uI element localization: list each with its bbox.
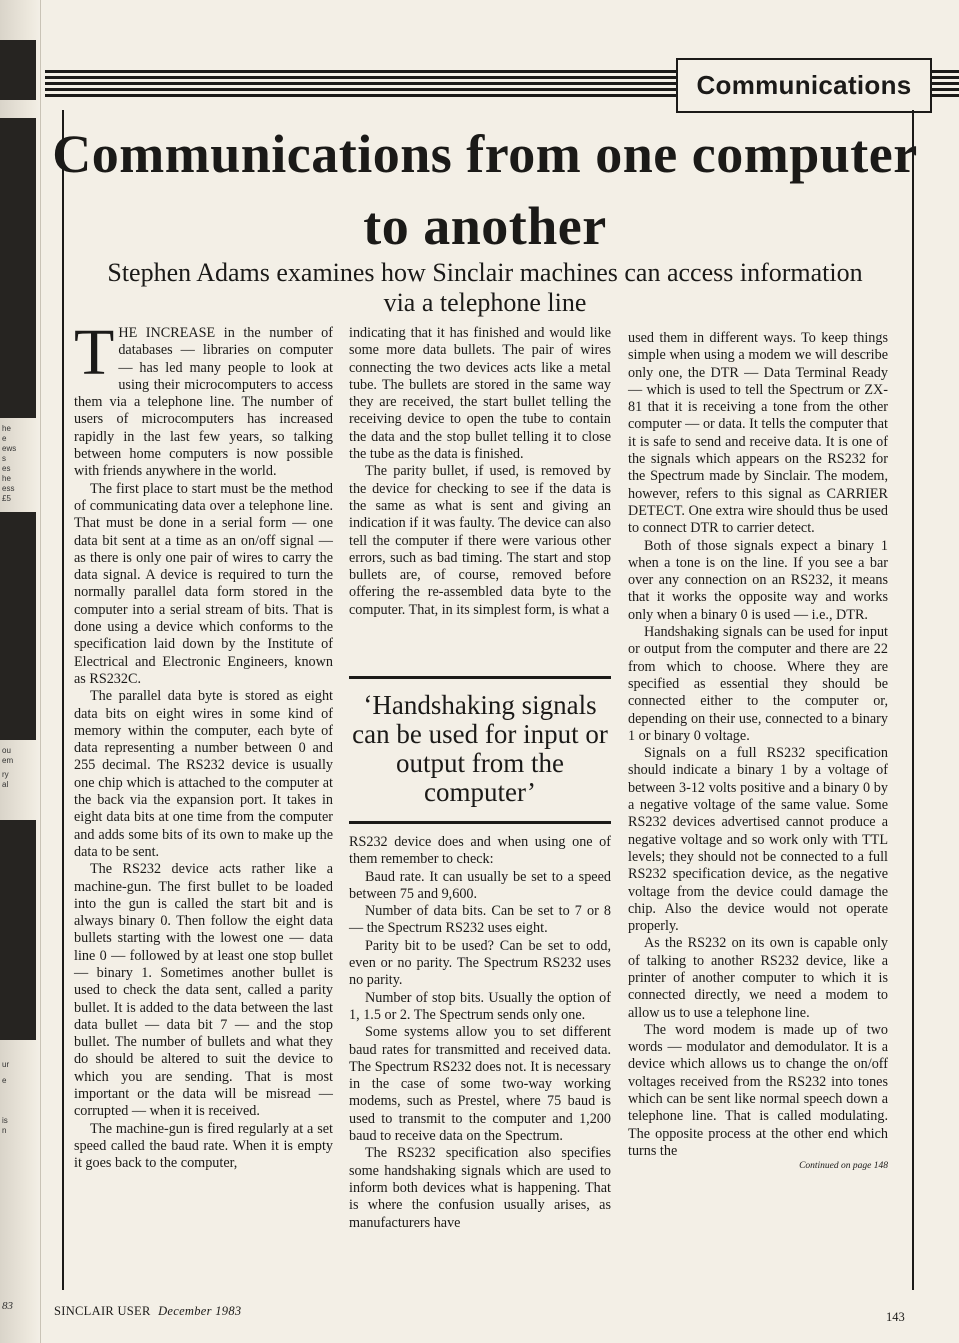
column-2-top [349,325,611,619]
gutter-fragment: e [2,434,7,443]
gutter-fragment: al [2,780,9,789]
drop-cap: T [74,316,115,389]
gutter-fragment: s [2,454,6,463]
paragraph [74,316,333,481]
facing-page-number: 83 [2,1300,13,1312]
paragraph: The RS232 device acts rather like a machine-gun. The first bullet to be loaded into the gun is called the start bit and is always binary 0. Then follow the eight data bullets starting with the lowest one — data line 0 — followed by at least one stop bullet — binary 1. Sometimes another bullet is used to check the data sent, called a parity bullet. It is added to the data between the last data bullet — data bit 7 — and the stop bullet. The number of bullets and what they do should be altered to suit the device to which you are sending. That is most important or the data will be misread — corrupted — when it is received. [74,861,333,1120]
paragraph: Number of data bits. Can be set to 7 or 8 — the Spectrum RS232 uses eight. [349,903,611,937]
page-number: 143 [886,1310,905,1324]
column-3 [628,330,888,1172]
page-footer [54,1304,241,1319]
issue-date: December 1983 [158,1304,242,1318]
paragraph: Both of those signals expect a binary 1 when a tone is on the line. If you see a bar over any connection on an RS232, it means that it works the opposite way and works only when a binary 0 is used — i.e., DTR. [628,537,888,623]
gutter-fragment: em [2,756,14,765]
paragraph: Some systems allow you to set different baud rates for transmitted and received data. The Spectrum RS232 does not. It is necessary in the case of some two-way working modems, such as Prestel, where 75 baud is used to transmit to the computer and 1,200 baud to receive data on the Spectrum. [349,1024,611,1145]
standfirst: Stephen Adams examines how Sinclair machines can access information via a telephone line [107,258,863,317]
paragraph: RS232 device does and when using one of them remember to check: [349,834,611,868]
paragraph: The first place to start must be the method of communicating data over a telephone line. That must be done in a serial form — one data bit sent at a time as an on/off signal — as there is only one pair of wires to carry the data signal. A device is required to turn the normally parallel data form stored in the computer into a serial stream of bits. That is done using a device which conforms to the specification laid down by the Institute of Electrical and Electronic Engineers, known as RS232C. [74,480,333,687]
gutter-fragment: he [2,424,11,433]
gutter-fragment: he [2,474,11,483]
gutter-fragment: ou [2,746,11,755]
section-tag [676,58,932,113]
paragraph: Number of stop bits. Usually the option of 1, 1.5 or 2. The Spectrum sends only one. [349,989,611,1023]
column-2-bottom [349,834,611,1232]
gutter-fragment: ews [2,444,17,453]
paragraph: The machine-gun is fired regularly at a set speed called the baud rate. When it is empty it goes back to the computer, [74,1120,333,1172]
gutter-fragment: ry [2,770,9,779]
gutter-fragment: ess [2,484,15,493]
paragraph: Signals on a full RS232 specification should indicate a binary 1 by a voltage of between 3-12 volts positive and a binary 0 by a negative voltage of the same value. Some RS232 devices advertised cannot produce a negative voltage and so work only with TTL levels; they should not be connected to a full RS232 specification device, as the negative voltage from the device could damage the chip. Also the device would not operate properly. [628,745,888,935]
paragraph-text: HE INCREASE in the number of databases — libraries on computer — has led many people to look at using their microcomputers to access them via a telephone line. The number of users of microcomputers has increased rapidly in the last few years, so talking between home computers is now possible with friends anywhere in the world. [74,325,333,480]
gutter-fragment: ur [2,1060,10,1069]
paragraph: As the RS232 on its own is capable only of talking to another RS232 device, like a printer of another computer to which it is connected directly, we need a modem to allow us to use a telephone line. [628,935,888,1021]
paragraph: Parity bit to be used? Can be set to odd, even or no parity. The Spectrum RS232 uses no parity. [349,937,611,989]
gutter-fragment: e [2,1076,7,1085]
paragraph: used them in different ways. To keep things simple when using a modem we will describe only one, the DTR — Data Terminal Ready — which is used to tell the Spectrum or ZX-81 that it is receiving a tone from the other computer — or data. It tells the computer that it is safe to send and receive data. It is one of the signals which appears on the RS232 for the Spectrum made by Sinclair. The modem, however, refers to this signal as CARRIER DETECT. One extra wire should thus be used to connect DTR to carrier detect. [628,330,888,537]
section-tag-label: Communications [696,70,912,100]
gutter-fragment: £5 [2,494,11,503]
gutter-fragment: is [2,1116,8,1125]
paragraph: Baud rate. It can usually be set to a speed between 75 and 9,600. [349,868,611,902]
left-page-gutter [0,0,41,1343]
magazine-name: SINCLAIR USER [54,1304,151,1318]
gutter-fragment: n [2,1126,7,1135]
paragraph: The parity bullet, if used, is removed by the device for checking to see if the data is the same as what is sent and giving an indication if it was faulty. The device can also tell the computer if there were various other errors, such as bad timing. The start and stop bullets are, of course, removed before offering the re-assembled data byte to the computer. That, in its simplest form, is what a [349,463,611,618]
paragraph: The RS232 specification also specifies some handshaking signals which are used to inform both devices what is happening. That is where the confusion usually arises, as manufacturers have [349,1145,611,1231]
paragraph: The word modem is made up of two words — modulator and demodulator. It is a device which allows us to change the on/off voltages received from the RS232 into tones which can be sent like normal speech down a telephone line. That is called modulating. The opposite process at the other end which turns the [628,1021,888,1159]
column-1 [74,316,333,1173]
paragraph: Handshaking signals can be used for input or output from the computer and there are 22 from which to choose. Where they are specified as essential they should be connected either to the computer or, depending on their use, connected to a binary 1 or binary 0 voltage. [628,624,888,744]
continued-note: Continued on page 148 [799,1161,888,1172]
paragraph: The parallel data byte is stored as eight data bits on eight wires in some kind of memory within the computer, each byte of data representing a number between 0 and 255 decimal. The RS232 device is usually one chip which is attached to the computer at the back via the expansion port. It takes in eight data bits at one time from the computer and adds some bits of its own to make up the data to be sent. [74,688,333,860]
gutter-fragment: es [2,464,11,473]
pull-quote: ‘Handshaking signals can be used for input or output from the computer’ [349,676,611,824]
paragraph: indicating that it has finished and would like some more data bullets. The pair of wires connecting the two devices acts like a metal tube. The bullets are stored in the same way they are received, the start bullet telling the receiving device to open the tube to contain the data and the stop bullet telling it to close the tube as the data is finished. [349,325,611,463]
headline: Communications from one computer to another [52,124,918,256]
